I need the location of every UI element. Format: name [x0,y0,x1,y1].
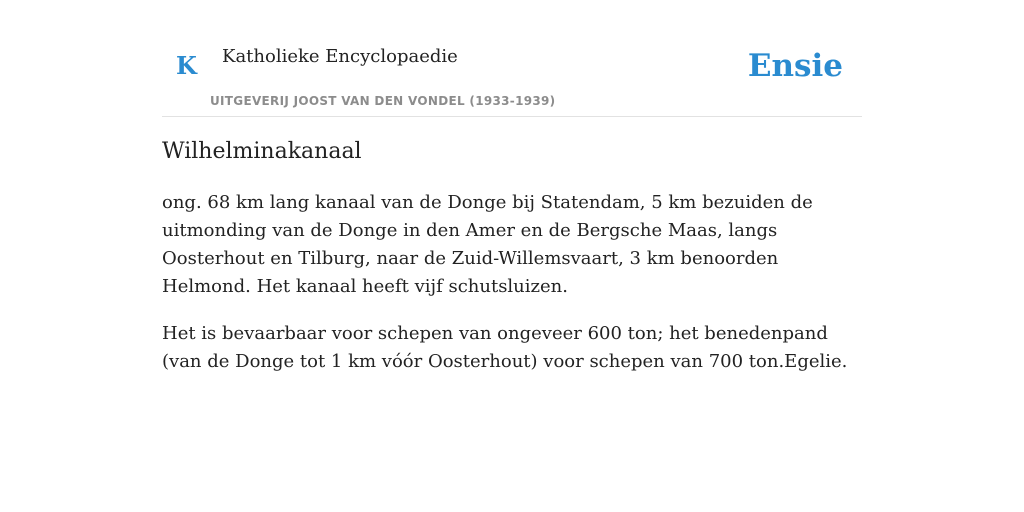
source-logo[interactable]: K [176,51,197,80]
article-paragraph: Het is bevaarbaar voor schepen van ongeveer 600 ton; het benedenpand (van de Donge tot 1 km vóór Oosterhout) voor schepen van 700 ton.Egelie. [162,322,848,372]
article [162,138,862,395]
article-title: Wilhelminakanaal [162,139,362,164]
source-title-link[interactable]: Katholieke Encyclopaedie [222,46,458,67]
ensie-brand-logo[interactable]: Ensie [747,48,843,84]
source-header [162,0,862,117]
article-paragraph: ong. 68 km lang kanaal van de Donge bij Statendam, 5 km bezuiden de uitmonding van de Donge in den Amer en de Bergsche Maas, langs Oosterhout en Tilburg, naar de Zuid-Willemsvaart, 3 km benoorden Helmond. Het kanaal heeft vijf schutsluizen. [162,191,813,297]
source-subtitle: UITGEVERIJ JOOST VAN DEN VONDEL (1933-1939) [210,94,556,108]
